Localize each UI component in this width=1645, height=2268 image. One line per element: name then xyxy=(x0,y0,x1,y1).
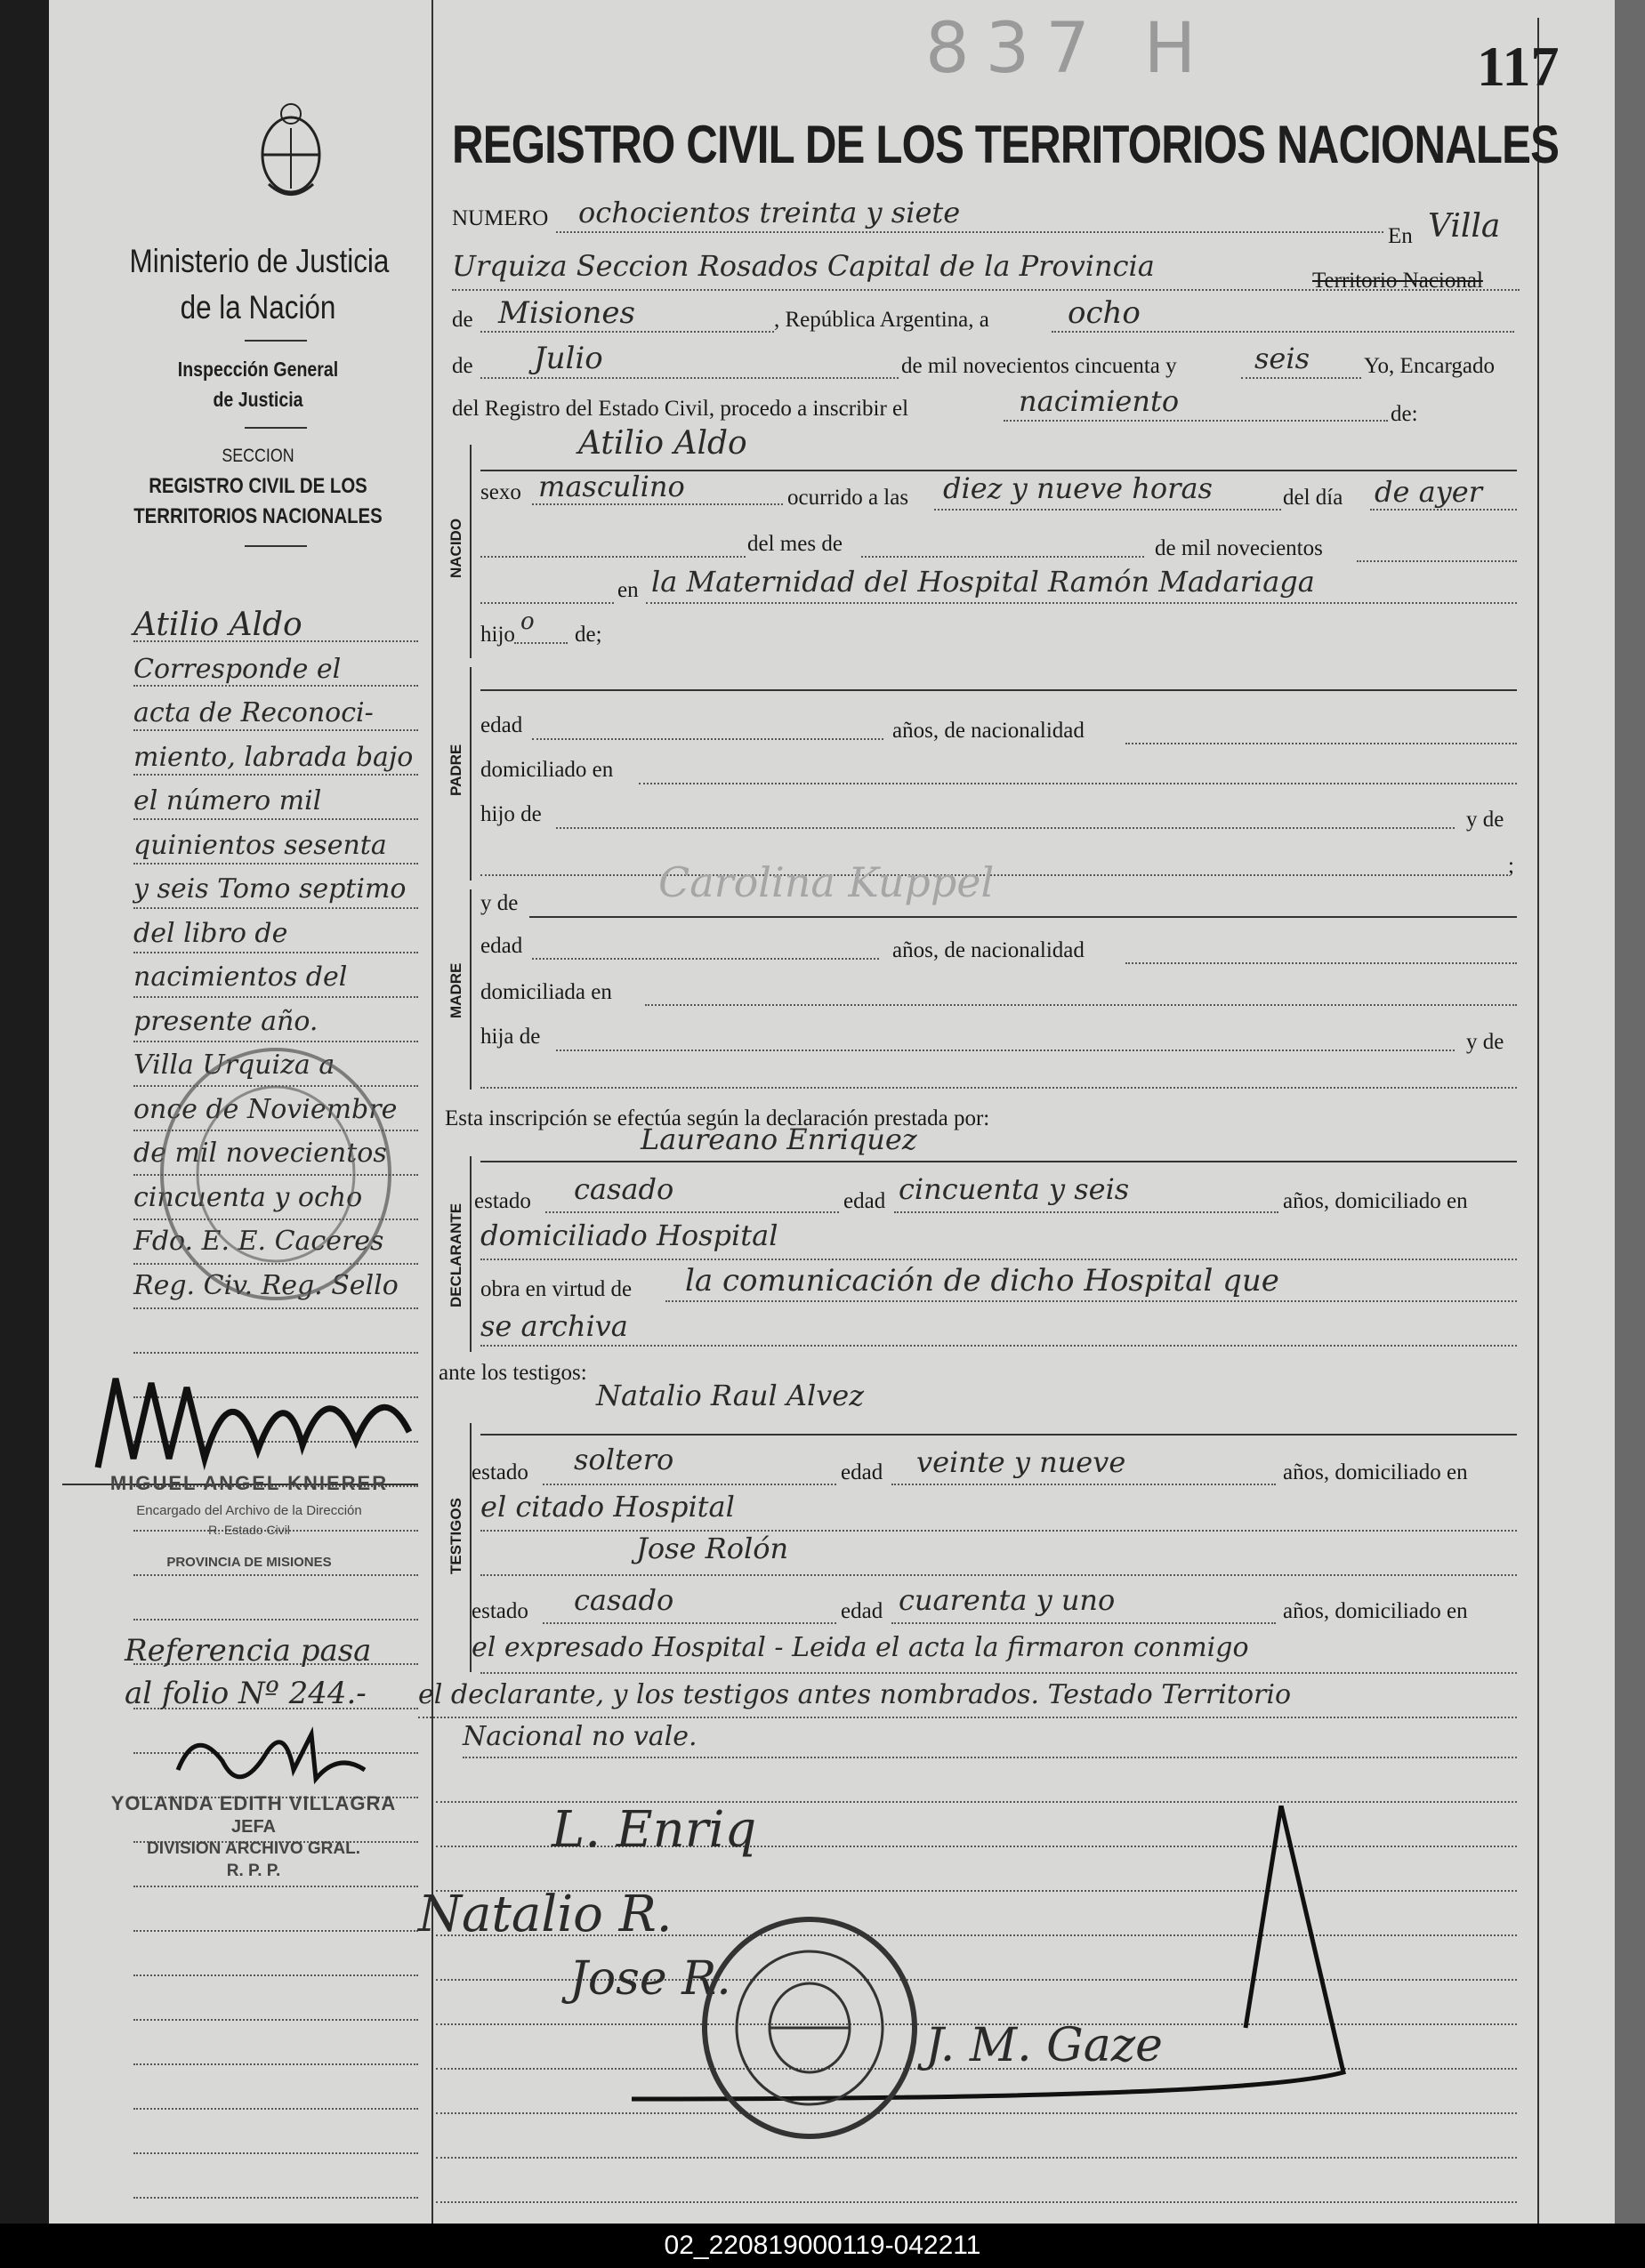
label-del-mes: del mes de xyxy=(747,532,843,556)
ministry-line-2: de la Nación xyxy=(180,289,336,326)
signature-knierer-icon xyxy=(89,1361,445,1485)
signature-encargado: J. M. Gaze xyxy=(925,2019,1163,2072)
image-id-footer: 02_220819000119-042211 xyxy=(0,2224,1645,2268)
value-t1-edad: veinte y nueve xyxy=(916,1445,1126,1479)
inspection-line-1: Inspección General xyxy=(177,358,339,381)
signature-testigo-2: Jose R. xyxy=(569,1952,731,2006)
line-hora xyxy=(934,509,1281,511)
label-estado-decl: estado xyxy=(474,1189,531,1213)
value-declarante: Laureano Enriquez xyxy=(641,1122,917,1156)
line-numero xyxy=(556,231,1383,233)
coat-of-arms-icon xyxy=(251,100,331,206)
value-closing-2: el declarante, y los testigos antes nombrados. Testado Territorio xyxy=(418,1679,1292,1710)
ministry-heading xyxy=(129,238,390,331)
label-y-de-3: y de xyxy=(1466,1030,1504,1054)
line-closing-1 xyxy=(480,1672,1517,1674)
stamp-knierer-unit: R. Estado Civil xyxy=(208,1523,290,1537)
side-label-testigos: TESTIGOS xyxy=(448,1498,464,1574)
line-anio-nac xyxy=(1357,560,1517,562)
line-padre-name xyxy=(480,689,1517,691)
value-madre-faded: Carolina Kuppel xyxy=(658,858,995,906)
stamp-knierer-role: Encargado del Archivo de la Dirección xyxy=(136,1503,362,1518)
line-closing-3 xyxy=(463,1757,1517,1758)
value-obra-2: se archiva xyxy=(480,1309,628,1343)
value-decl-edad: cincuenta y seis xyxy=(899,1172,1130,1206)
value-testigo-1: Natalio Raul Alvez xyxy=(596,1379,865,1412)
label-estado-t1: estado xyxy=(472,1460,528,1484)
bracket-madre xyxy=(470,889,472,1090)
value-decl-dom: domiciliado Hospital xyxy=(480,1218,778,1252)
label-anos-dom-t2: años, domiciliado en xyxy=(1283,1599,1468,1623)
value-hijo-sup: o xyxy=(520,608,535,635)
line-mes xyxy=(480,377,899,379)
stamp-villagra-unit: R. P. P. xyxy=(226,1862,281,1880)
label-edad-decl: edad xyxy=(843,1189,886,1213)
line-nac-madre xyxy=(1125,962,1517,964)
signature-declarante: L. Enriq xyxy=(552,1801,757,1859)
line-lugar-nac xyxy=(646,602,1517,604)
label-de-2: de xyxy=(452,354,473,378)
line-closing-2 xyxy=(418,1717,1517,1718)
value-t1-dom: el citado Hospital xyxy=(480,1490,735,1524)
stamp-knierer-name: MIGUEL ANGEL KNIERER xyxy=(109,1472,389,1494)
value-mes: Julio xyxy=(534,341,603,376)
line-estado-t2 xyxy=(543,1622,836,1624)
label-y-de-1: y de xyxy=(1466,808,1504,832)
stamp-villagra-name: YOLANDA EDITH VILLAGRA xyxy=(110,1792,397,1814)
value-provincia: Misiones xyxy=(498,295,635,331)
line-edad-padre xyxy=(532,738,883,740)
line-anio xyxy=(1241,377,1361,379)
value-numero: ochocientos treinta y siete xyxy=(578,196,961,229)
line-blank-2 xyxy=(480,602,614,604)
label-edad-t2: edad xyxy=(841,1599,883,1623)
line-dom-padre xyxy=(639,783,1517,784)
bracket-nacido xyxy=(470,445,472,658)
reference-note: Referencia pasa al folio Nº 244.- xyxy=(125,1633,372,1711)
stamp-villagra-role: JEFA xyxy=(230,1817,277,1837)
line-declarante xyxy=(480,1161,1517,1162)
side-label-nacido: NACIDO xyxy=(448,518,464,578)
value-testigo-2: Jose Rolón xyxy=(636,1532,789,1565)
value-nombre: Atilio Aldo xyxy=(578,425,747,462)
label-del-registro: del Registro del Estado Civil, procedo a inscribir el xyxy=(452,397,909,421)
label-y-de-2: y de xyxy=(480,891,519,915)
label-nac-madre: años, de nacionalidad xyxy=(892,938,1085,962)
label-territorio: Territorio Nacional xyxy=(1312,269,1483,293)
line-dom-decl xyxy=(480,1259,1517,1260)
value-closing-3: Nacional no vale. xyxy=(463,1721,698,1752)
line-abuelo xyxy=(480,874,1508,876)
registry-seal-icon xyxy=(698,1912,921,2143)
divider xyxy=(245,427,307,429)
side-label-declarante: DECLARANTE xyxy=(448,1202,464,1307)
value-closing-1: el expresado Hospital - Leida el acta la firmaron conmigo xyxy=(472,1632,1249,1663)
line-obra-2 xyxy=(480,1345,1517,1347)
label-edad-padre: edad xyxy=(480,713,523,737)
line-hijo-de xyxy=(556,827,1455,829)
side-label-padre: PADRE xyxy=(448,744,464,796)
label-numero: NUMERO xyxy=(452,206,549,230)
line-edad-t2 xyxy=(891,1622,1276,1624)
label-hijo: hijo xyxy=(480,623,515,647)
inspection-line-2: de Justicia xyxy=(213,388,303,411)
value-dia: de ayer xyxy=(1375,475,1482,509)
label-mil: de mil novecientos cincuenta y xyxy=(901,354,1177,378)
ministry-line-1: Ministerio de Justicia xyxy=(129,243,390,279)
line-testigo-2 xyxy=(480,1574,1517,1576)
line-edad-madre xyxy=(532,958,879,960)
value-lugar: Villa xyxy=(1428,208,1501,245)
line-edad-decl xyxy=(894,1211,1278,1213)
line-dom-madre xyxy=(645,1004,1517,1006)
label-de-mil: de mil novecientos xyxy=(1155,536,1323,560)
side-label-madre: MADRE xyxy=(448,962,464,1018)
value-acto: nacimiento xyxy=(1019,384,1180,418)
round-seal-icon xyxy=(151,1041,400,1307)
label-yo: Yo, Encargado xyxy=(1364,354,1495,378)
stamp-villagra-division: DIVISION ARCHIVO GRAL. xyxy=(147,1839,360,1858)
line-madre-name xyxy=(529,916,1517,918)
value-t2-estado: casado xyxy=(574,1583,674,1617)
label-del-dia: del día xyxy=(1283,486,1343,510)
label-de-colon: de: xyxy=(1391,402,1418,426)
bracket-declarante xyxy=(470,1156,472,1352)
section-heading xyxy=(122,441,394,532)
value-decl-estado: casado xyxy=(574,1172,674,1206)
label-de-1: de xyxy=(452,308,473,332)
label-hija-de: hija de xyxy=(480,1025,541,1049)
value-t1-estado: soltero xyxy=(574,1443,674,1476)
label-nac-padre: años, de nacionalidad xyxy=(892,719,1085,743)
value-hora: diez y nueve horas xyxy=(943,471,1213,505)
value-lugar-nac: la Maternidad del Hospital Ramón Madariaga xyxy=(651,565,1315,599)
pencil-annotation: 837 H xyxy=(925,9,1213,89)
label-en: En xyxy=(1388,224,1413,248)
right-border xyxy=(1537,18,1539,2224)
label-ocurrido: ocurrido a las xyxy=(787,486,909,510)
section-line-1: SECCION xyxy=(222,446,294,466)
label-en-lugar: en xyxy=(617,578,639,602)
line-testigo-1 xyxy=(480,1434,1517,1436)
line-dia xyxy=(1052,331,1514,333)
line-estado-decl xyxy=(545,1211,839,1213)
value-dia-letra: ocho xyxy=(1068,295,1141,331)
section-line-2: REGISTRO CIVIL DE LOS xyxy=(149,474,367,498)
line-mes-nac xyxy=(861,556,1144,558)
label-dom-padre: domiciliado en xyxy=(480,758,614,782)
margin-note: Atilio Aldo Corresponde el acta de Reconoci- miento, labrada bajo el número mil quinientos sesenta y seis Tomo septimo del libro de nacimientos del presente año. Villa Urquiza a once de Noviembre de mil novecientos cincuenta y ocho Fdo. E. E. Caceres Reg. Civ. Reg. Sello xyxy=(133,607,414,1301)
label-inscripcion: Esta inscripción se efectúa según la declaración prestada por: xyxy=(445,1106,990,1130)
value-sexo: masculino xyxy=(538,470,685,503)
label-obra: obra en virtud de xyxy=(480,1277,633,1301)
label-testigos: ante los testigos: xyxy=(439,1361,587,1385)
label-estado-t2: estado xyxy=(472,1599,528,1623)
label-de-semicolon: de; xyxy=(575,623,602,647)
line-estado-t1 xyxy=(543,1484,836,1485)
value-obra-1: la comunicación de dicho Hospital que xyxy=(685,1263,1279,1299)
label-sexo: sexo xyxy=(480,480,521,504)
line-acto xyxy=(1004,420,1388,422)
line-provincia xyxy=(480,331,774,333)
label-edad-madre: edad xyxy=(480,934,523,958)
line-dia-nac xyxy=(1370,509,1517,511)
line-hijo xyxy=(514,642,568,644)
line-abuela xyxy=(480,1087,1517,1089)
label-republica: , República Argentina, a xyxy=(774,308,989,332)
folio-number: 117 xyxy=(1477,35,1560,98)
line-hija-de xyxy=(556,1050,1455,1051)
label-edad-t1: edad xyxy=(841,1460,883,1484)
value-anio: seis xyxy=(1254,342,1310,375)
page-edge xyxy=(1615,0,1645,2224)
line-blank-1 xyxy=(480,556,746,558)
label-anos-dom-t1: años, domiciliado en xyxy=(1283,1460,1468,1484)
line-nac-padre xyxy=(1125,743,1517,744)
line-obra xyxy=(665,1300,1517,1302)
divider xyxy=(245,545,307,547)
stamp-knierer-province: PROVINCIA DE MISIONES xyxy=(166,1555,332,1570)
label-hijo-de: hijo de xyxy=(480,802,542,826)
value-t2-edad: cuarenta y uno xyxy=(899,1583,1116,1617)
divider xyxy=(245,340,307,342)
label-anos-dom-decl: años, domiciliado en xyxy=(1283,1189,1468,1213)
signature-testigo-1: Natalio R. xyxy=(418,1886,673,1943)
section-line-3: TERRITORIOS NACIONALES xyxy=(133,504,383,528)
bracket-padre xyxy=(470,667,472,881)
line-sexo xyxy=(532,503,783,505)
line-edad-t1 xyxy=(891,1484,1276,1485)
form-title: REGISTRO CIVIL DE LOS TERRITORIOS NACIONALES xyxy=(452,115,1560,174)
value-lugar2: Urquiza Seccion Rosados Capital de la Provincia xyxy=(452,249,1155,283)
label-dom-madre: domiciliada en xyxy=(480,980,612,1004)
semicolon: ; xyxy=(1508,854,1514,878)
inspection-heading xyxy=(145,354,372,414)
